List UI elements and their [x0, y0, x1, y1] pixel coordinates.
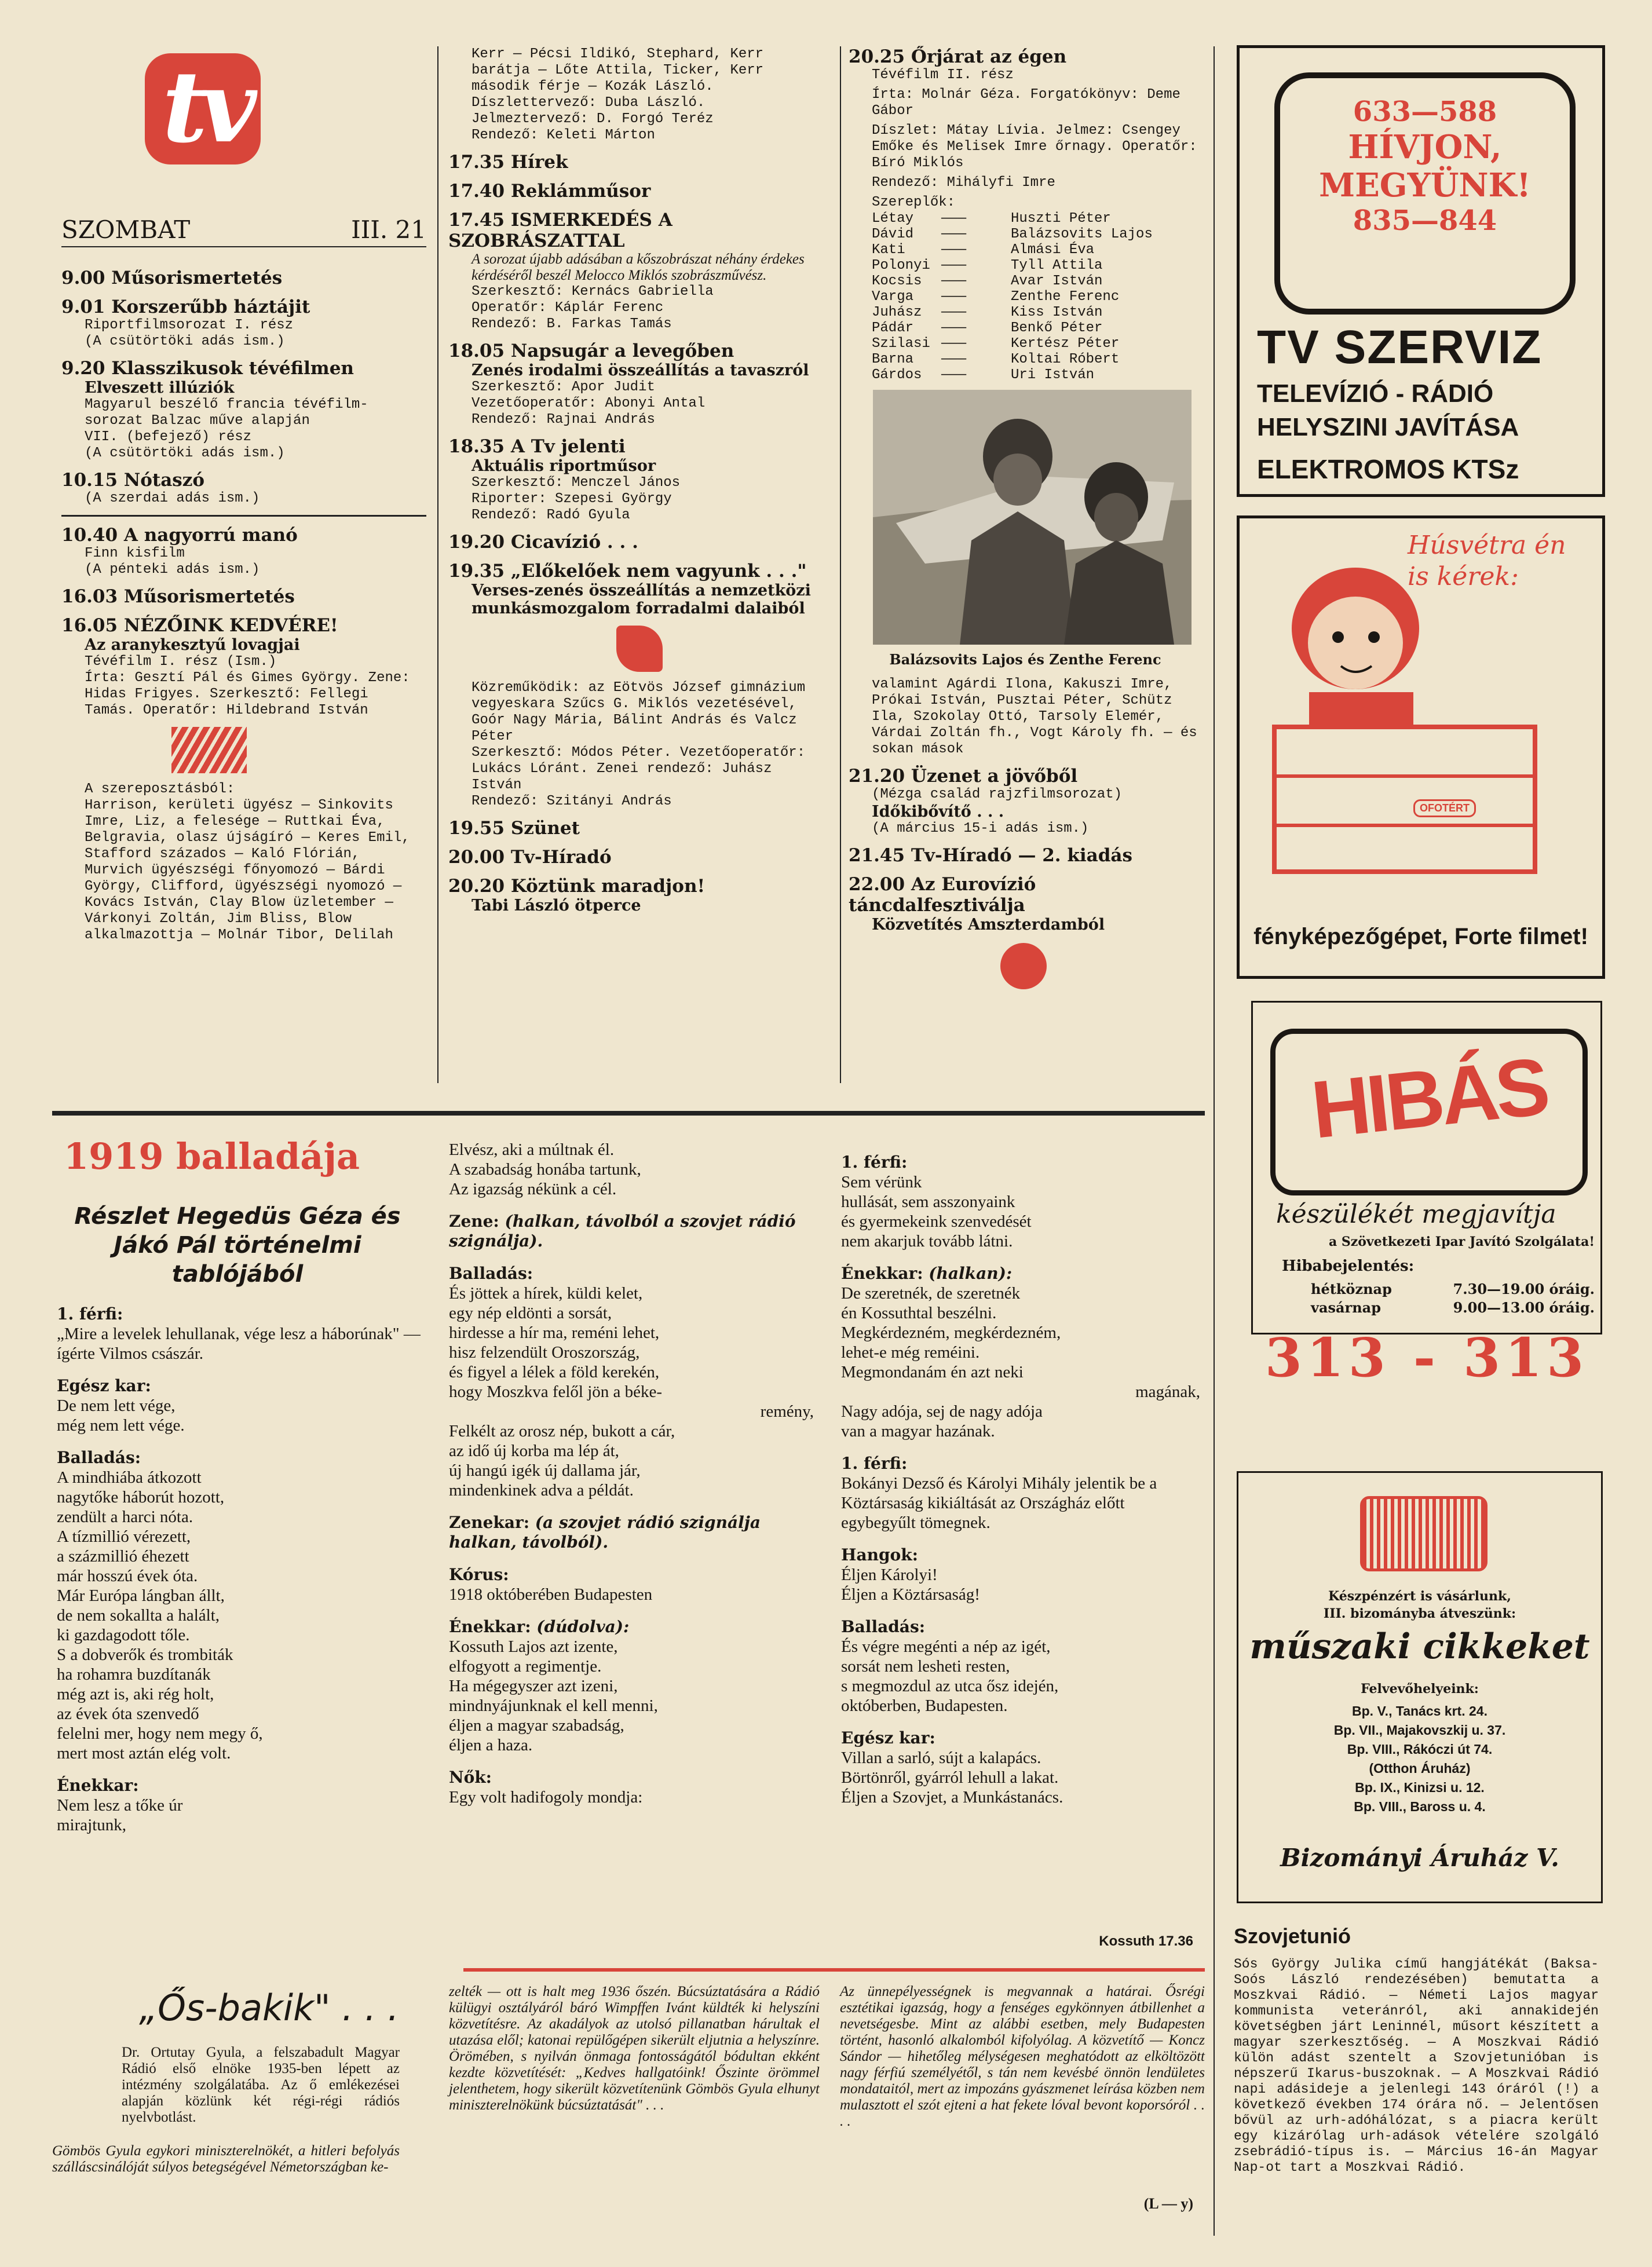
ballad-speaker [57, 1776, 427, 1796]
cast-dash: ——— [941, 258, 967, 273]
osbakik-text-2: zelték — ott is halt meg 1936 őszén. Búcsúztatására a Rádió külügyi osztályáról báró Wimpffen Ivánt küldték ki helyszíni közvetítésre. Az akadályok az utolsó pillanatban hárultak el utazása elől; katonai repülőgépen sikerült eljutnia a helyszínre. Örömében, s nyilván önmaga fontosságától bódultan ekként kezdte közvetítését: „Kedves hallgatóink! Őszinte örömmel jelenthetem, hogy sikerült közvetítenünk Gömbös Gyula elhunyt miniszterelnökünk búcsúztatását" . . . [449, 1984, 820, 2113]
address-line: Bp. V., Tanács krt. 24. [1352, 1703, 1487, 1718]
program-credit: Rendező: Mihályfi Imre [872, 175, 1055, 191]
hibas-ad [1251, 1001, 1602, 1334]
program-title: 19.35 „Előkelőek nem vagyunk . . ." [448, 561, 807, 582]
hours-label: hétköznap [1311, 1281, 1392, 1297]
program-detail: Rendező: Keleti Márton [472, 127, 655, 143]
ballad-line: nem akarjuk tovább látni. [841, 1232, 1013, 1250]
speaker-label: Énekkar: [841, 1264, 923, 1283]
ballad-speaker [57, 1376, 427, 1396]
program-detail: Szerkesztő: Apor Judit [472, 379, 655, 395]
ballad-line: A szabadság honába tartunk, [449, 1160, 641, 1179]
actor-name: Avar István [1011, 273, 1103, 289]
character-name: Juhász [872, 305, 922, 320]
bizomanyi-ad [1237, 1471, 1603, 1903]
ballad-line: éljen a haza. [449, 1736, 533, 1754]
cast-row [872, 211, 1202, 226]
hibas-label: Hibabejelentés: [1282, 1257, 1415, 1275]
ballad-line: Nem lesz a tőke úr [57, 1796, 183, 1815]
ballad-line: még nem lett vége. [57, 1416, 185, 1435]
character-name: Polonyi [872, 258, 930, 273]
program-subtitle: Zenés irodalmi összeállítás a tavaszról [472, 361, 809, 379]
ballad-line: egy nép eldönti a sorsát, [449, 1304, 612, 1322]
column-divider [840, 46, 841, 1083]
ballad-line: felelni mer, hogy nem megy ő, [57, 1724, 263, 1743]
ofotert-badge: OFOTÉRT [1413, 799, 1476, 817]
program-detail: Kerr — Pécsi Ildikó, Stephard, Kerr barátja — Lőte Attila, Ticker, Kerr második férje — Kozák László. Díszlettervező: Duba László. Jelmeztervező: D. Forgó Teréz [472, 46, 764, 127]
ballad-line: magának, [1135, 1383, 1200, 1401]
osbakik-signature: (L — y) [1143, 2195, 1193, 2212]
program-detail: Vezetőoperatőr: Abonyi Antal [472, 396, 706, 411]
ballad-speaker [841, 1728, 1200, 1748]
speaker-label: Egész kar: [57, 1376, 151, 1395]
speaker-label: Balladás: [841, 1617, 926, 1636]
ballad-line: és gyermekeink szenvedését [841, 1212, 1032, 1231]
program-detail: valamint Agárdi Ilona, Kakuszi Imre, Prókai István, Pusztai Péter, Schütz Ila, Szokolay Ottó, Tarsoly Elemér, Várdai Zoltán fh., Vogt Károly fh. — és sokan mások [872, 677, 1197, 757]
program-detail: Tévéfilm I. rész (Ism.) [85, 654, 277, 670]
ballad-line: remény, [760, 1402, 814, 1421]
bizomanyi-label: Felvevőhelyeink: [1361, 1681, 1479, 1696]
cast-dash: ——— [941, 242, 967, 258]
program-subtitle: Elveszett illúziók [85, 379, 235, 397]
ballad-speaker [57, 1448, 427, 1468]
cast-row [872, 273, 1202, 289]
ballad-line: S a dobverők és trombiták [57, 1646, 233, 1664]
tv-logo-text: tv [162, 49, 249, 165]
program-credit: Szereplők: [872, 195, 956, 210]
pilots-photo-illustration [873, 390, 1192, 645]
program-title: 18.35 A Tv jelenti [448, 436, 626, 457]
ballad-line: ha rohamra buzdítanák [57, 1665, 211, 1684]
hibas-hours-1 [1311, 1281, 1595, 1297]
music-logo [616, 626, 663, 672]
speaker-label: Egész kar: [841, 1728, 935, 1747]
program-subtitle: Tévéfilm II. rész [872, 67, 1014, 83]
column-divider [1214, 46, 1215, 2236]
ballad-line: Nagy adója, sej de nagy adója [841, 1402, 1043, 1421]
phone-2: 835—844 [1353, 204, 1497, 237]
cast-dash: ——— [941, 336, 967, 352]
program-detail: (A csütörtöki adás ism.) [85, 445, 285, 461]
hours-label: vasárnap [1311, 1299, 1381, 1316]
ballad-line: „Mire a levelek lehullanak, vége lesz a háborúnak" — ígérte Vilmos császár. [57, 1325, 421, 1363]
cast-dash: ——— [941, 273, 967, 289]
ballad-line: van a magyar hazának. [841, 1422, 995, 1440]
speaker-label: 1. férfi: [841, 1153, 908, 1172]
program-column-2 [448, 46, 823, 915]
date-header [61, 215, 426, 244]
cast-row [872, 352, 1202, 367]
ballad-speaker [449, 1617, 814, 1637]
program-detail: Rendező: Radó Gyula [472, 507, 630, 523]
speaker-label: Zenekar: [449, 1513, 530, 1532]
ballad-footer: Kossuth 17.36 [1099, 1933, 1193, 1949]
cast-dash: ——— [941, 367, 967, 383]
ballad-line: Éljen a Köztársaság! [841, 1585, 980, 1604]
ballad-line: új hangú igék új dallama jár, [449, 1461, 641, 1480]
radio-icon [1360, 1496, 1487, 1571]
ballad-column-2 [449, 1140, 814, 1807]
ballad-line: nagytőke háborút hozott, [57, 1488, 225, 1507]
ballad-line: mindenkinek adva a példát. [449, 1481, 634, 1500]
ballad-line: Bokányi Dezső és Károlyi Mihály jelentik be a Köztársaság kikiáltását az Országház előtt egybegyűlt tömegnek. [841, 1474, 1157, 1532]
character-name: Létay [872, 211, 914, 226]
ballad-line: Az igazság nékünk a cél. [449, 1180, 617, 1198]
program-title: 9.00 Műsorismertetés [61, 268, 283, 288]
program-subtitle: Tabi László ötperce [472, 897, 641, 915]
bizomanyi-line-2: III. bizományba átveszünk: [1323, 1606, 1516, 1621]
ballad-line: mirajtunk, [57, 1816, 127, 1834]
program-title: 10.15 Nótaszó [61, 470, 205, 491]
cast-row [872, 336, 1202, 352]
speaker-label: 1. férfi: [841, 1454, 908, 1473]
program-title: 17.40 Reklámműsor [448, 181, 651, 202]
photo-caption: Balázsovits Lajos és Zenthe Ferenc [889, 651, 1161, 668]
call-line-1: HÍVJON, [1348, 128, 1502, 166]
program-detail: Magyarul beszélő francia tévéfilm-sorozat Balzac műve alapján [85, 397, 368, 429]
cast-row [872, 258, 1202, 273]
section-rule [52, 1111, 1205, 1116]
ballad-speaker [449, 1768, 814, 1787]
actor-name: Uri István [1011, 367, 1095, 383]
hours-value: 9.00—13.00 óráig. [1453, 1299, 1595, 1316]
hibas-phone: 313 - 313 [1264, 1326, 1589, 1389]
address-line: Bp. IX., Kinizsi u. 12. [1355, 1780, 1485, 1795]
film-photo [873, 390, 1192, 645]
tv-screen [1274, 72, 1576, 315]
cast-dash: ——— [941, 211, 967, 226]
ballad-line: hullását, sem asszonyaink [841, 1193, 1015, 1211]
ballad-line: még azt is, aki rég holt, [57, 1685, 214, 1703]
hibas-hours-2 [1311, 1299, 1595, 1316]
ballad-line: A mindhiába átkozott [57, 1468, 202, 1487]
ballad-subtitle: Részlet Hegedüs Géza és Jákó Pál történelmi tablójából [74, 1203, 401, 1288]
column-divider [437, 46, 438, 1083]
program-subtitle: Időkibővítő . . . [872, 803, 1004, 821]
hibas-screen [1270, 1029, 1588, 1195]
ballad-line: Megmondanám én azt neki [841, 1363, 1024, 1381]
ballad-column-3 [841, 1140, 1200, 1807]
program-detail: Rendező: Rajnai András [472, 412, 655, 427]
stripes-logo [171, 727, 247, 773]
osbakik-text-1: Dr. Ortutay Gyula, a felszabadult Magyar Rádió első elnöke 1935-ben lépett az intézmény szolgálatába. Az ő emlékezései alapján közlünk két régi-régi rádiós nyelvbotlást. [122, 2045, 400, 2125]
program-title: 10.40 A nagyorrú manó [61, 525, 298, 546]
program-title: 21.20 Üzenet a jövőből [849, 766, 1078, 787]
forte-slogan: fényképezőgépet, Forte filmet! [1253, 924, 1588, 949]
program-title: 19.20 Cicavízió . . . [448, 532, 638, 553]
handwritten-note: Húsvétra én is kérek: [1408, 531, 1566, 591]
tv-szerviz-line-2: HELYSZINI JAVÍTÁSA [1257, 413, 1519, 441]
ballad-line: októberben, Budapesten. [841, 1696, 1008, 1715]
character-name: Pádár [872, 320, 914, 336]
ballad-column-1 [57, 1292, 427, 1835]
program-detail: Harrison, kerületi ügyész — Sinkovits Imre, Liz, a felesége — Ruttkai Éva, Belgravia, olasz újságíró — Keres Emil, Stafford százados — Kaló Flórián, Murvich ügyészségi főnyomozó — Bárdi György, Clifford, ügyészségi nyomozó — Kovács István, Clay Blow üzletember — Várkonyi Zoltán, Jim Bliss, Blow alkalmazottja — Molnár Tibor, Delilah [85, 798, 410, 943]
speaker-label: Balladás: [449, 1264, 533, 1283]
hours-value: 7.30—19.00 óráig. [1453, 1281, 1595, 1297]
character-name: Dávid [872, 226, 914, 242]
program-column-1 [61, 259, 426, 944]
program-title: 21.45 Tv-Híradó — 2. kiadás [849, 845, 1132, 866]
ballad-line: én Kossuthtal beszélni. [841, 1304, 997, 1322]
ballad-speaker [449, 1565, 814, 1585]
ballad-line: Kossuth Lajos azt izente, [449, 1637, 618, 1656]
program-title: 22.00 Az Eurovízió táncdalfesztiválja [849, 874, 1036, 916]
program-detail: Rendező: Szitányi András [472, 794, 672, 809]
ballad-line: hogy Moszkva felől jön a béke- [449, 1383, 663, 1401]
cast-dash: ——— [941, 352, 967, 367]
ballad-line: De nem lett vége, [57, 1396, 176, 1415]
ballad-speaker [841, 1454, 1200, 1473]
ballad-speaker [841, 1153, 1200, 1172]
character-name: Kati [872, 242, 905, 258]
osbakik-title: „Ős-bakik" . . . [139, 1987, 399, 2029]
program-title: 16.03 Műsorismertetés [61, 586, 295, 607]
cast-row [872, 305, 1202, 320]
address-line: Bp. VIII., Baross u. 4. [1354, 1799, 1486, 1814]
program-detail: Szerkesztő: Menczel János [472, 475, 681, 491]
hibas-subtitle: a Szövetkezeti Ipar Javító Szolgálata! [1328, 1234, 1595, 1249]
date: III. 21 [351, 215, 426, 244]
ballad-line: ki gazdagodott tőle. [57, 1626, 190, 1644]
ballad-line: És jöttek a hírek, küldi kelet, [449, 1284, 643, 1303]
forte-film-ad [1237, 515, 1605, 979]
actor-name: Balázsovits Lajos [1011, 226, 1153, 242]
ballad-speaker [449, 1212, 814, 1251]
ballad-line: a százmillió éhezett [57, 1547, 189, 1566]
section-rule [463, 1968, 1205, 1972]
tv-szerviz-ad [1237, 45, 1605, 497]
program-title: 9.01 Korszerűbb háztájit [61, 297, 310, 317]
program-detail: (A pénteki adás ism.) [85, 562, 260, 577]
date-underline [61, 246, 426, 247]
flower-logo [1000, 943, 1047, 989]
cast-row [872, 242, 1202, 258]
speaker-label: Énekkar: [57, 1776, 139, 1795]
program-detail: Operatőr: Káplár Ferenc [472, 300, 664, 316]
actor-name: Benkő Péter [1011, 320, 1103, 336]
program-detail: Írta: Gesztí Pál és Gimes György. Zene: Hidas Frigyes. Szerkesztő: Fellegi Tamás. Operatőr: Hildebrand István [85, 670, 410, 718]
ballad-line: Éljen Károlyi! [841, 1566, 938, 1584]
szovjetunio-text: Sós György Julika című hangjátékát (Baksa-Soós László rendezésében) bemutatta a Moszkvai Rádió. — Németi Lajos magyar kommunista veteránról, aki annakidején követségben járt Leninnél, műsort készített a magyar szerkesztőség. — A Moszkvai Rádió külön adást szentelt a Szovjetunióban is népszerű Ikarus-buszoknak. — A Moszkvai Rádió napi adásideje a jelenlegi 143 óráról (!) a következő években 174 órára nő. — Jelentősen bővül az urh-adóhálózat, s a piacra került egy kizárólag urh-adások vételére szolgáló zsebrádió-típus is. — Március 16-án Magyar Nap-ot tart a Moszkvai Rádió. [1234, 1957, 1599, 2175]
ballad-line: A tízmillió vérezett, [57, 1527, 191, 1546]
program-detail: Riportfilmsorozat I. rész [85, 317, 294, 333]
ballad-line: mert most aztán elég volt. [57, 1744, 231, 1763]
bizomanyi-line-1: Készpénzért is vásárlunk, [1328, 1589, 1511, 1604]
program-subtitle: Az aranykesztyű lovagjai [85, 636, 300, 654]
ballad-speaker [841, 1617, 1200, 1637]
ballad-line: Egy volt hadifogoly mondja: [449, 1788, 643, 1807]
osbakik-text-3: Az ünnepélyességnek is megvannak a határai. Ősrégi esztétikai igazság, hogy a fenséges egykönnyen átbillenhet a nevetségesbe. Mint az alábbi esetben, mely Budapesten történt, hasonló alkalomból kifolyólag. A közvetítő — Koncz Sándor — hihetőleg mélységesen meghatódott az elköltözött nagy férfiú személyétől, s tán nem kevésbé önnön lendületes mondataitól, mert az impozáns gyászmenet leírása közben nem mulasztott el szót ejteni a hat fekete lóval bevont koporsóról . . . . [840, 1984, 1205, 2129]
cast-dash: ——— [941, 226, 967, 242]
program-rule [61, 515, 426, 517]
program-title: 17.35 Hírek [448, 152, 568, 173]
cast-row [872, 289, 1202, 305]
actor-name: Kiss István [1011, 305, 1103, 320]
cast-row [872, 367, 1202, 383]
program-detail: Rendező: B. Farkas Tamás [472, 316, 672, 332]
program-title: 20.25 Őrjárat az égen [849, 46, 1067, 67]
ballad-line: már hosszú évek óta. [57, 1567, 198, 1585]
program-detail: (Mézga család rajzfilmsorozat) [872, 787, 1123, 802]
stage-direction: (halkan, távolból a szovjet rádió szignálja). [449, 1212, 796, 1250]
speaker-label: Énekkar: [449, 1617, 531, 1636]
program-column-3 [849, 46, 1202, 989]
ballad-line: elfogyott a regimentje. [449, 1657, 602, 1676]
ballad-line: az évek óta szenvedő [57, 1705, 199, 1723]
stage-direction: (halkan): [923, 1264, 1013, 1283]
osbakik-text-1b: Gömbös Gyula egykori miniszterelnökét, a hitleri befolyás szálláscsinálóját súlyos betegségével Németországban ke- [52, 2143, 400, 2175]
ballad-line: sorsát nem lesheti resten, [841, 1657, 1010, 1676]
actor-name: Zenthe Ferenc [1011, 289, 1120, 305]
cast-row [872, 226, 1202, 242]
speaker-label: Nők: [449, 1768, 492, 1787]
cast-row [872, 320, 1202, 336]
ballad-line: Éljen a Szovjet, a Munkástanács. [841, 1788, 1063, 1807]
program-detail: (A március 15-i adás ism.) [872, 821, 1089, 836]
program-title: 19.55 Szünet [448, 818, 580, 839]
stage-direction: (dúdolva): [531, 1617, 630, 1636]
actor-name: Kertész Péter [1011, 336, 1120, 352]
actor-name: Tyll Attila [1011, 258, 1103, 273]
ballad-line: Már Európa lángban állt, [57, 1586, 225, 1605]
ballad-line: És végre megénti a nép az igét, [841, 1637, 1051, 1656]
ballad-line: Megkérdezném, megkérdezném, [841, 1323, 1061, 1342]
ballad-line: De szeretnék, de szeretnék [841, 1284, 1021, 1303]
character-name: Szilasi [872, 336, 930, 352]
program-detail: (A csütörtöki adás ism.) [85, 334, 285, 349]
program-detail: A szereposztásból: [85, 781, 235, 797]
program-detail: (A szerdai adás ism.) [85, 491, 260, 506]
ballad-line: Felkélt az orosz nép, bukott a cár, [449, 1422, 675, 1440]
speaker-label: 1. férfi: [57, 1304, 123, 1323]
address-line: Bp. VII., Majakovszkij u. 37. [1333, 1723, 1506, 1738]
phone-1: 633—588 [1353, 96, 1497, 128]
character-name: Varga [872, 289, 914, 305]
actor-name: Almási Éva [1011, 242, 1095, 258]
program-detail: VII. (befejező) rész [85, 429, 252, 445]
program-title: 9.20 Klasszikusok tévéfilmen [61, 358, 354, 379]
speaker-label: Balladás: [57, 1448, 141, 1467]
program-detail: Finn kisfilm [85, 546, 185, 561]
cast-dash: ——— [941, 320, 967, 336]
program-credit: Díszlet: Mátay Lívia. Jelmez: Csengey Emőke és Melisek Imre őrnagy. Operatőr: Bíró Miklós [872, 123, 1197, 171]
ballad-speaker [57, 1304, 427, 1324]
ballad-speaker [449, 1513, 814, 1552]
ballad-line: Villan a sarló, sújt a kalapács. [841, 1749, 1041, 1767]
ballad-line: Börtönről, gyárról lehull a lakat. [841, 1768, 1059, 1787]
program-title: 18.05 Napsugár a levegőben [448, 341, 734, 361]
ballad-speaker [449, 1264, 814, 1284]
program-title: 17.45 ISMERKEDÉS A SZOBRÁSZATTAL [448, 210, 673, 251]
ballad-line: mindnyájunknak el kell menni, [449, 1696, 658, 1715]
cast-list [872, 211, 1202, 383]
ballad-line: s megmozdul az utca ősz idején, [841, 1677, 1059, 1695]
program-detail: Riporter: Szepesi György [472, 491, 672, 507]
program-detail: Szerkesztő: Kernács Gabriella [472, 284, 714, 299]
program-description: A sorozat újabb adásában a kőszobrászat néhány érdekes kérdéséről beszél Melocco Miklós szobrászművész. [472, 251, 805, 283]
stage-direction: (a szovjet rádió szignálja halkan, távolból). [449, 1513, 761, 1552]
cast-dash: ——— [941, 305, 967, 320]
ballad-line: de nem sokallta a halált, [57, 1606, 220, 1625]
ballad-line: zendült a harci nóta. [57, 1508, 193, 1526]
character-name: Gárdos [872, 367, 922, 383]
hibas-logo: HIBÁS [1307, 1040, 1551, 1156]
ballad-line: és figyel a lélek a föld kerekén, [449, 1363, 660, 1381]
program-subtitle: Aktuális riportműsor [472, 457, 656, 475]
tv-szerviz-line-3: ELEKTROMOS KTSz [1257, 454, 1519, 484]
character-name: Kocsis [872, 273, 922, 289]
program-title: 16.05 NÉZŐINK KEDVÉRE! [61, 615, 338, 636]
ballad-title: 1919 balladája [64, 1135, 360, 1178]
speaker-label: Zene: [449, 1212, 499, 1231]
tv-szerviz-line-1: TELEVÍZIÓ - RÁDIÓ [1257, 379, 1494, 408]
program-subtitle: Közvetítés Amszterdamból [872, 916, 1105, 934]
ballad-speaker [841, 1545, 1200, 1565]
address-line: (Otthon Áruház) [1369, 1761, 1471, 1776]
ballad-line: hisz felzendült Oroszország, [449, 1343, 640, 1362]
tv-szerviz-title: TV SZERVIZ [1257, 321, 1543, 374]
program-detail: Szerkesztő: Módos Péter. Vezetőoperatőr: Lukács Lóránt. Zenei rendező: Juhász István [472, 745, 806, 793]
szovjetunio-title: Szovjetunió [1234, 1924, 1351, 1948]
ballad-line: Ha mégegyszer azt izeni, [449, 1677, 618, 1695]
tv-logo [145, 49, 261, 165]
actor-name: Huszti Péter [1011, 211, 1111, 226]
hibas-script: készülékét megjavítja [1276, 1200, 1556, 1229]
address-line: Bp. VIII., Rákóczi út 74. [1347, 1742, 1493, 1757]
cast-dash: ——— [941, 289, 967, 305]
speaker-label: Hangok: [841, 1545, 918, 1564]
ballad-line: hirdesse a hír ma, reméni lehet, [449, 1323, 660, 1342]
child-illustration [1240, 518, 1602, 877]
ballad-line: Sem vérünk [841, 1173, 922, 1191]
bizomanyi-addresses [1238, 1702, 1601, 1816]
character-name: Barna [872, 352, 914, 367]
bizomanyi-title: műszaki cikkeket [1249, 1626, 1590, 1667]
bizomanyi-footer: Bizományi Áruház V. [1280, 1844, 1559, 1872]
ballad-line: 1918 októberében Budapesten [449, 1585, 653, 1604]
program-detail: Közreműködik: az Eötvös József gimnázium vegyeskara Szűcs G. Miklós vezetésével, Goór Nagy Mária, Bálint András és Valcz Péter [472, 680, 806, 744]
program-credit: Írta: Molnár Géza. Forgatókönyv: Deme Gábor [872, 87, 1180, 119]
program-title: 20.20 Köztünk maradjon! [448, 876, 706, 897]
call-line-2: MEGYÜNK! [1319, 166, 1531, 204]
program-title: 20.00 Tv-Híradó [448, 847, 612, 868]
ballad-speaker [841, 1264, 1200, 1284]
ballad-line: éljen a magyar szabadság, [449, 1716, 624, 1735]
ballad-line: lehet-e még reméini. [841, 1343, 980, 1362]
speaker-label: Kórus: [449, 1565, 509, 1584]
day-name: SZOMBAT [61, 215, 191, 244]
ballad-line: az idő új korba ma lép át, [449, 1442, 619, 1460]
ballad-line: Elvész, aki a múltnak él. [449, 1140, 615, 1159]
program-subtitle: Verses-zenés összeállítás a nemzetközi munkásmozgalom forradalmi dalaiból [472, 582, 811, 617]
actor-name: Koltai Róbert [1011, 352, 1120, 367]
